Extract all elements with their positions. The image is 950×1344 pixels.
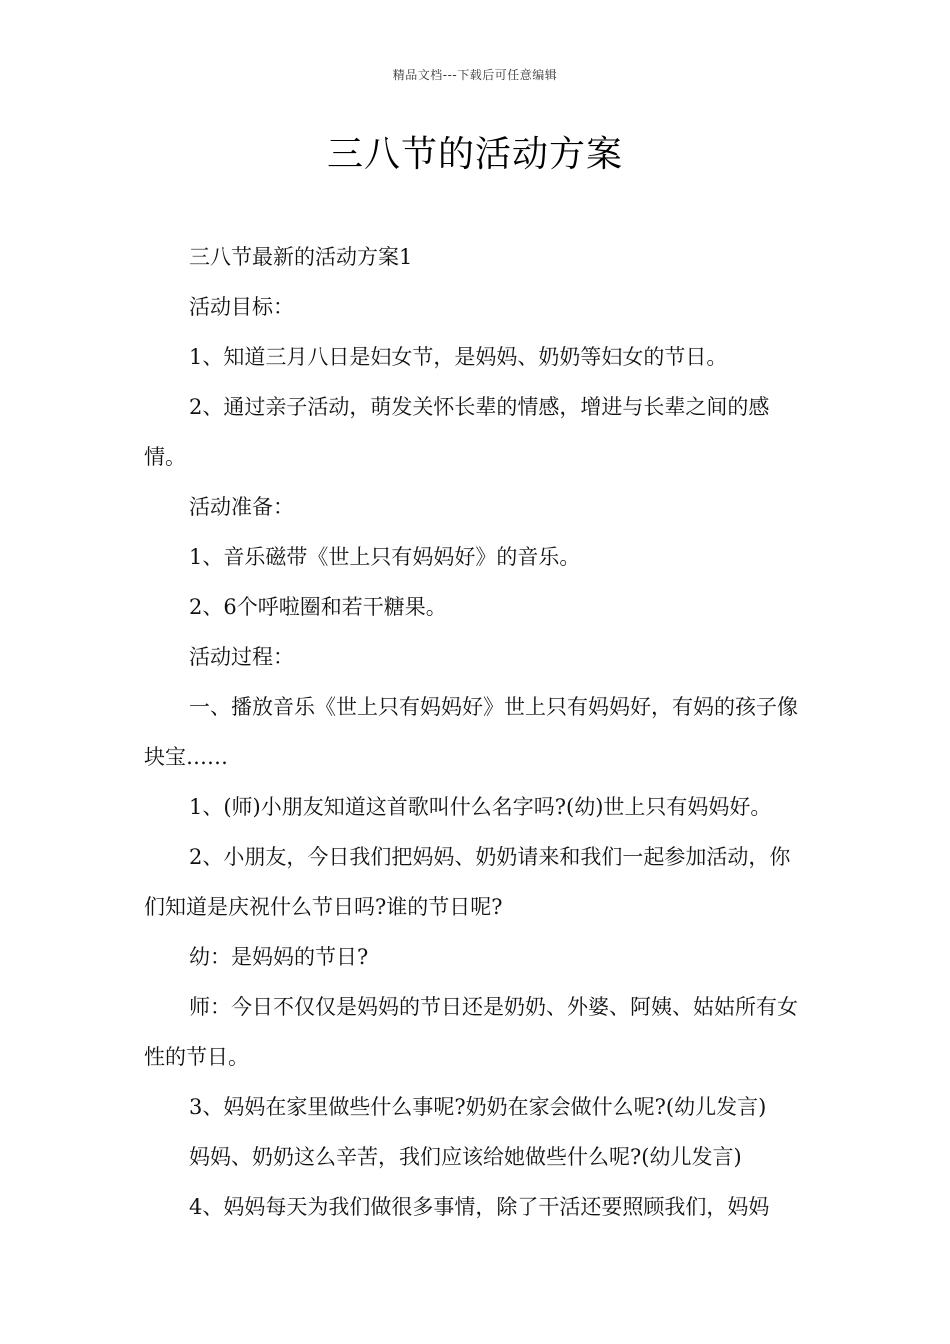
paragraph: 2、6个呼啦圈和若干糖果。 (189, 595, 447, 619)
paragraph: 师：今日不仅仅是妈妈的节日还是奶奶、外婆、阿姨、姑姑所有女性的节日。 (144, 995, 798, 1069)
document-body (144, 232, 808, 1232)
paragraph: 活动过程： (189, 645, 294, 669)
paragraph: 幼：是妈妈的节日? (189, 945, 369, 969)
paragraph: 1、(师)小朋友知道这首歌叫什么名字吗?(幼)世上只有妈妈好。 (189, 795, 772, 819)
paragraph: 1、知道三月八日是妇女节，是妈妈、奶奶等妇女的节日。 (189, 345, 728, 369)
paragraph: 一、播放音乐《世上只有妈妈好》世上只有妈妈好，有妈的孩子像块宝…… (144, 695, 798, 769)
paragraph: 3、妈妈在家里做些什么事呢?奶奶在家会做什么呢?(幼儿发言) (189, 1095, 767, 1119)
document-title: 三八节的活动方案 (326, 134, 623, 175)
paragraph: 三八节最新的活动方案1 (189, 245, 413, 269)
paragraph: 活动准备： (189, 495, 294, 519)
paragraph: 活动目标： (189, 295, 294, 319)
paragraph: 2、通过亲子活动，萌发关怀长辈的情感，增进与长辈之间的感情。 (144, 395, 770, 469)
header-note: 精品文档---下载后可任意编辑 (392, 68, 558, 82)
paragraph: 2、小朋友，今日我们把妈妈、奶奶请来和我们一起参加活动，你们知道是庆祝什么节日吗?谁的节日呢? (144, 845, 791, 919)
paragraph: 1、音乐磁带《世上只有妈妈好》的音乐。 (189, 545, 581, 569)
paragraph: 妈妈、奶奶这么辛苦，我们应该给她做些什么呢?(幼儿发言) (189, 1145, 742, 1169)
paragraph: 4、妈妈每天为我们做很多事情，除了干活还要照顾我们，妈妈 (189, 1195, 770, 1219)
